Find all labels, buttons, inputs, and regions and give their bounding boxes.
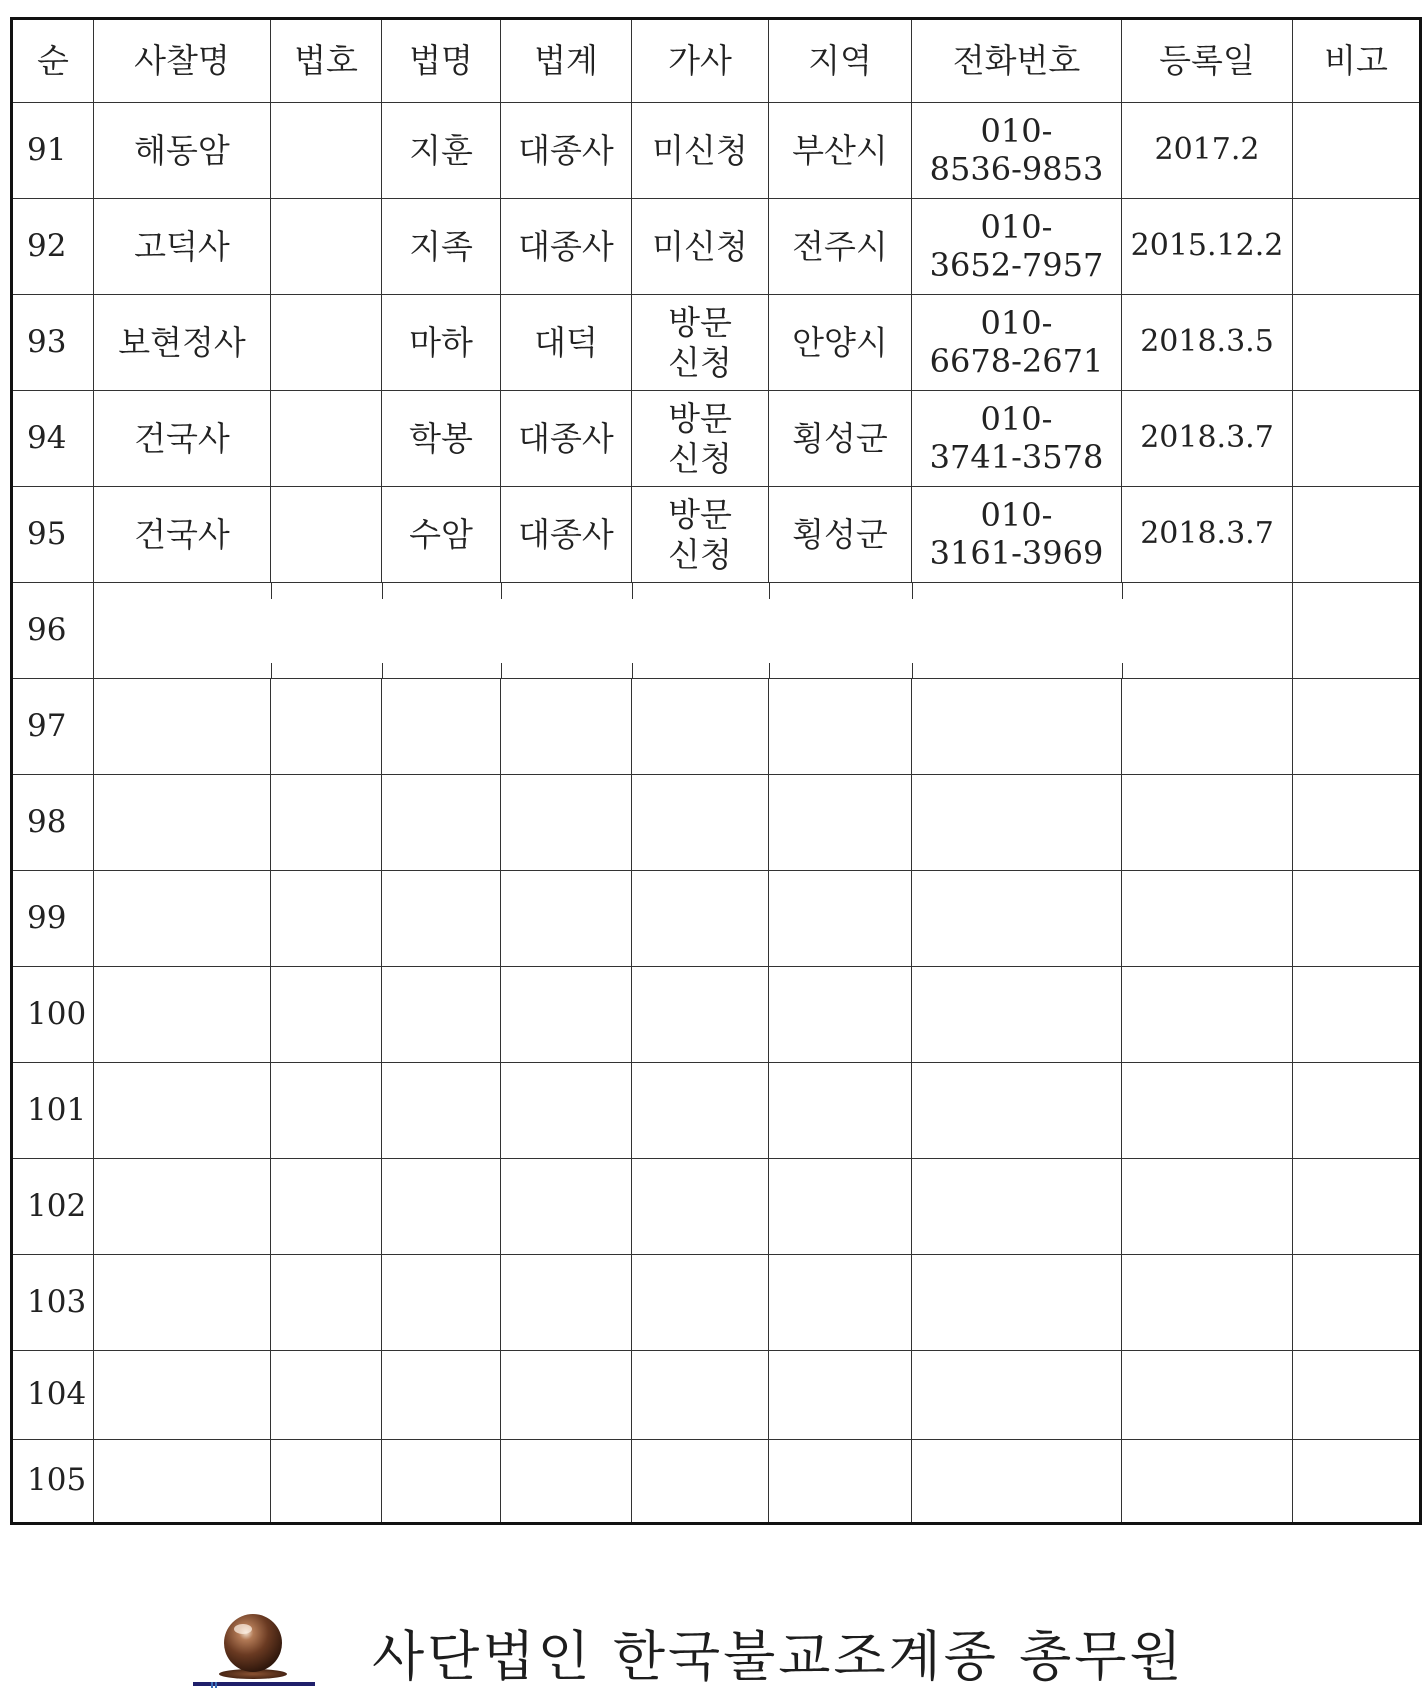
robe-status — [632, 487, 769, 583]
empty-cell — [912, 871, 1122, 967]
robe-status — [632, 295, 769, 391]
temple-name: 보현정사 — [94, 295, 271, 391]
header-dharma-title: 법호 — [271, 19, 382, 103]
empty-cell — [271, 775, 382, 871]
header-rank: 법계 — [501, 19, 632, 103]
empty-cell — [382, 1255, 501, 1351]
row-number: 100 — [12, 967, 94, 1063]
empty-cell — [632, 967, 769, 1063]
header-robe: 가사 — [632, 19, 769, 103]
empty-cell — [501, 1063, 632, 1159]
empty-cell — [632, 583, 769, 679]
phone-line-1: 010- — [980, 495, 1053, 534]
dharma-name: 수암 — [382, 487, 501, 583]
empty-cell — [501, 967, 632, 1063]
phone-line-2: 6678-2671 — [929, 341, 1104, 380]
empty-cell — [501, 1159, 632, 1255]
table-row-empty — [12, 1440, 1421, 1524]
table-row — [12, 199, 1421, 295]
dharma-name: 마하 — [382, 295, 501, 391]
header-temple: 사찰명 — [94, 19, 271, 103]
empty-cell — [382, 1440, 501, 1524]
empty-cell — [94, 871, 271, 967]
empty-cell — [271, 679, 382, 775]
empty-cell — [912, 967, 1122, 1063]
table-row-empty — [12, 1159, 1421, 1255]
phone-number — [912, 295, 1122, 391]
divider-stub — [1122, 663, 1123, 679]
empty-cell — [1122, 1255, 1293, 1351]
temple-name: 건국사 — [94, 487, 271, 583]
empty-cell — [271, 1351, 382, 1440]
table-row-empty — [12, 679, 1421, 775]
empty-cell — [912, 679, 1122, 775]
header-phone: 전화번호 — [912, 19, 1122, 103]
robe-status — [632, 199, 769, 295]
registration-date: 2015.12.2 — [1122, 199, 1293, 295]
dharma-name: 학봉 — [382, 391, 501, 487]
member-register-table — [10, 17, 1422, 1525]
robe-status — [632, 391, 769, 487]
table-row — [12, 487, 1421, 583]
empty-cell — [1293, 1440, 1421, 1524]
empty-cell — [94, 1351, 271, 1440]
row-number: 101 — [12, 1063, 94, 1159]
header-no: 순 — [12, 19, 94, 103]
empty-cell — [912, 1351, 1122, 1440]
temple-name: 해동암 — [94, 103, 271, 199]
phone-line-1: 010- — [980, 303, 1053, 342]
empty-cell — [632, 775, 769, 871]
empty-cell — [1293, 775, 1421, 871]
divider-stub — [271, 663, 272, 679]
empty-cell — [632, 1351, 769, 1440]
robe-status-line-1: 방문 — [668, 494, 732, 534]
robe-status-line-1: 방문 — [668, 398, 732, 438]
empty-cell — [912, 1255, 1122, 1351]
empty-cell — [271, 871, 382, 967]
empty-cell — [501, 679, 632, 775]
robe-status-line-1: 방문 — [668, 302, 732, 342]
empty-cell — [912, 1440, 1122, 1524]
header-row — [12, 19, 1421, 103]
rank: 대종사 — [501, 391, 632, 487]
empty-cell — [94, 1063, 271, 1159]
empty-cell — [912, 1159, 1122, 1255]
header-region: 지역 — [769, 19, 912, 103]
empty-cell — [382, 871, 501, 967]
dharma-title — [271, 103, 382, 199]
row-number: 92 — [12, 199, 94, 295]
note — [1293, 103, 1421, 199]
phone-line-2: 3652-7957 — [929, 245, 1104, 284]
row-number: 102 — [12, 1159, 94, 1255]
empty-cell — [769, 1159, 912, 1255]
bronze-sphere-logo-icon — [193, 1608, 328, 1688]
dharma-title — [271, 199, 382, 295]
divider-stub — [271, 583, 272, 599]
robe-status-line: 미신청 — [652, 130, 748, 170]
dharma-name: 지훈 — [382, 103, 501, 199]
empty-cell — [1293, 967, 1421, 1063]
dharma-title — [271, 487, 382, 583]
organization-name: 사단법인 한국불교조계종 총무원 — [372, 1625, 1185, 1688]
phone-number — [912, 199, 1122, 295]
empty-cell — [501, 1255, 632, 1351]
divider-stub — [912, 663, 913, 679]
empty-cell — [769, 1255, 912, 1351]
divider-stub — [632, 663, 633, 679]
empty-cell — [1122, 1351, 1293, 1440]
registration-date: 2017.2 — [1122, 103, 1293, 199]
robe-status-line-2: 신청 — [668, 534, 732, 574]
empty-cell — [1122, 1440, 1293, 1524]
header-note: 비고 — [1293, 19, 1421, 103]
rank: 대종사 — [501, 199, 632, 295]
dharma-name: 지족 — [382, 199, 501, 295]
divider-stub — [769, 583, 770, 599]
divider-stub — [769, 663, 770, 679]
row-number: 103 — [12, 1255, 94, 1351]
empty-cell — [1293, 1159, 1421, 1255]
empty-cell — [501, 583, 632, 679]
empty-cell — [769, 967, 912, 1063]
empty-cell — [271, 967, 382, 1063]
row-number: 99 — [12, 871, 94, 967]
table-row — [12, 391, 1421, 487]
empty-cell — [769, 583, 912, 679]
empty-cell — [1122, 1063, 1293, 1159]
row-number: 96 — [12, 583, 94, 679]
empty-cell — [1293, 679, 1421, 775]
region: 안양시 — [769, 295, 912, 391]
region: 부산시 — [769, 103, 912, 199]
empty-cell — [1122, 967, 1293, 1063]
table-row-empty — [12, 775, 1421, 871]
rank: 대종사 — [501, 487, 632, 583]
phone-line-1: 010- — [980, 111, 1053, 150]
table-row-empty — [12, 1351, 1421, 1440]
phone-number — [912, 487, 1122, 583]
empty-cell — [1293, 1255, 1421, 1351]
empty-cell — [382, 1351, 501, 1440]
region: 전주시 — [769, 199, 912, 295]
region: 횡성군 — [769, 487, 912, 583]
empty-cell — [769, 1063, 912, 1159]
empty-cell — [382, 967, 501, 1063]
rank: 대종사 — [501, 103, 632, 199]
robe-status-line-2: 신청 — [668, 438, 732, 478]
robe-status — [632, 103, 769, 199]
row-number: 91 — [12, 103, 94, 199]
empty-cell — [769, 775, 912, 871]
divider-stub — [632, 583, 633, 599]
empty-cell — [632, 1159, 769, 1255]
empty-cell — [501, 871, 632, 967]
region: 횡성군 — [769, 391, 912, 487]
registration-date: 2018.3.7 — [1122, 391, 1293, 487]
divider-stub — [501, 583, 502, 599]
empty-cell — [632, 1255, 769, 1351]
row-number: 98 — [12, 775, 94, 871]
note — [1293, 295, 1421, 391]
empty-cell — [632, 679, 769, 775]
dharma-title — [271, 391, 382, 487]
divider-stub — [382, 583, 383, 599]
registration-date: 2018.3.7 — [1122, 487, 1293, 583]
empty-cell — [769, 1351, 912, 1440]
phone-line-2: 3161-3969 — [929, 533, 1104, 572]
empty-cell — [382, 775, 501, 871]
empty-cell — [1122, 583, 1293, 679]
registration-date: 2018.3.5 — [1122, 295, 1293, 391]
empty-cell — [1293, 1351, 1421, 1440]
empty-cell — [632, 871, 769, 967]
empty-cell — [94, 679, 271, 775]
empty-cell — [632, 1063, 769, 1159]
empty-cell — [1122, 679, 1293, 775]
row-number: 105 — [12, 1440, 94, 1524]
empty-cell — [1293, 1063, 1421, 1159]
robe-status-line-2: 신청 — [668, 342, 732, 382]
phone-number — [912, 103, 1122, 199]
table-row-empty — [12, 967, 1421, 1063]
header-dharma-name: 법명 — [382, 19, 501, 103]
temple-name: 고덕사 — [94, 199, 271, 295]
empty-cell — [1293, 871, 1421, 967]
empty-cell — [912, 1063, 1122, 1159]
empty-cell — [94, 967, 271, 1063]
empty-cell — [501, 775, 632, 871]
phone-number — [912, 391, 1122, 487]
empty-cell — [769, 679, 912, 775]
empty-cell — [1122, 1159, 1293, 1255]
note — [1293, 391, 1421, 487]
divider-stub — [501, 663, 502, 679]
empty-cell — [271, 1255, 382, 1351]
table-row-empty — [12, 583, 1421, 679]
empty-cell — [912, 583, 1122, 679]
divider-stub — [1122, 583, 1123, 599]
table-row-empty — [12, 1255, 1421, 1351]
empty-cell — [1122, 871, 1293, 967]
empty-cell — [94, 1159, 271, 1255]
temple-name: 건국사 — [94, 391, 271, 487]
empty-cell — [94, 583, 271, 679]
dharma-title — [271, 295, 382, 391]
empty-cell — [382, 583, 501, 679]
empty-cell — [382, 679, 501, 775]
empty-cell — [271, 583, 382, 679]
empty-cell — [1122, 775, 1293, 871]
phone-line-1: 010- — [980, 207, 1053, 246]
empty-cell — [94, 775, 271, 871]
table-row — [12, 103, 1421, 199]
phone-line-2: 3741-3578 — [929, 437, 1104, 476]
row-number: 94 — [12, 391, 94, 487]
empty-cell — [632, 1440, 769, 1524]
divider-stub — [382, 663, 383, 679]
row-number: 93 — [12, 295, 94, 391]
row-number: 97 — [12, 679, 94, 775]
table-row — [12, 295, 1421, 391]
row-number: 95 — [12, 487, 94, 583]
empty-cell — [769, 1440, 912, 1524]
note — [1293, 199, 1421, 295]
empty-cell — [271, 1440, 382, 1524]
phone-line-2: 8536-9853 — [929, 149, 1104, 188]
empty-cell — [94, 1440, 271, 1524]
phone-line-1: 010- — [980, 399, 1053, 438]
empty-cell — [94, 1255, 271, 1351]
empty-cell — [271, 1063, 382, 1159]
header-date: 등록일 — [1122, 19, 1293, 103]
row-number: 104 — [12, 1351, 94, 1440]
empty-cell — [1293, 583, 1421, 679]
empty-cell — [271, 1159, 382, 1255]
table-row-empty — [12, 871, 1421, 967]
robe-status-line: 미신청 — [652, 226, 748, 266]
table-row-empty — [12, 1063, 1421, 1159]
empty-cell — [382, 1159, 501, 1255]
note — [1293, 487, 1421, 583]
empty-cell — [501, 1351, 632, 1440]
divider-stub — [912, 583, 913, 599]
empty-cell — [501, 1440, 632, 1524]
empty-cell — [769, 871, 912, 967]
empty-cell — [912, 775, 1122, 871]
empty-cell — [382, 1063, 501, 1159]
rank: 대덕 — [501, 295, 632, 391]
